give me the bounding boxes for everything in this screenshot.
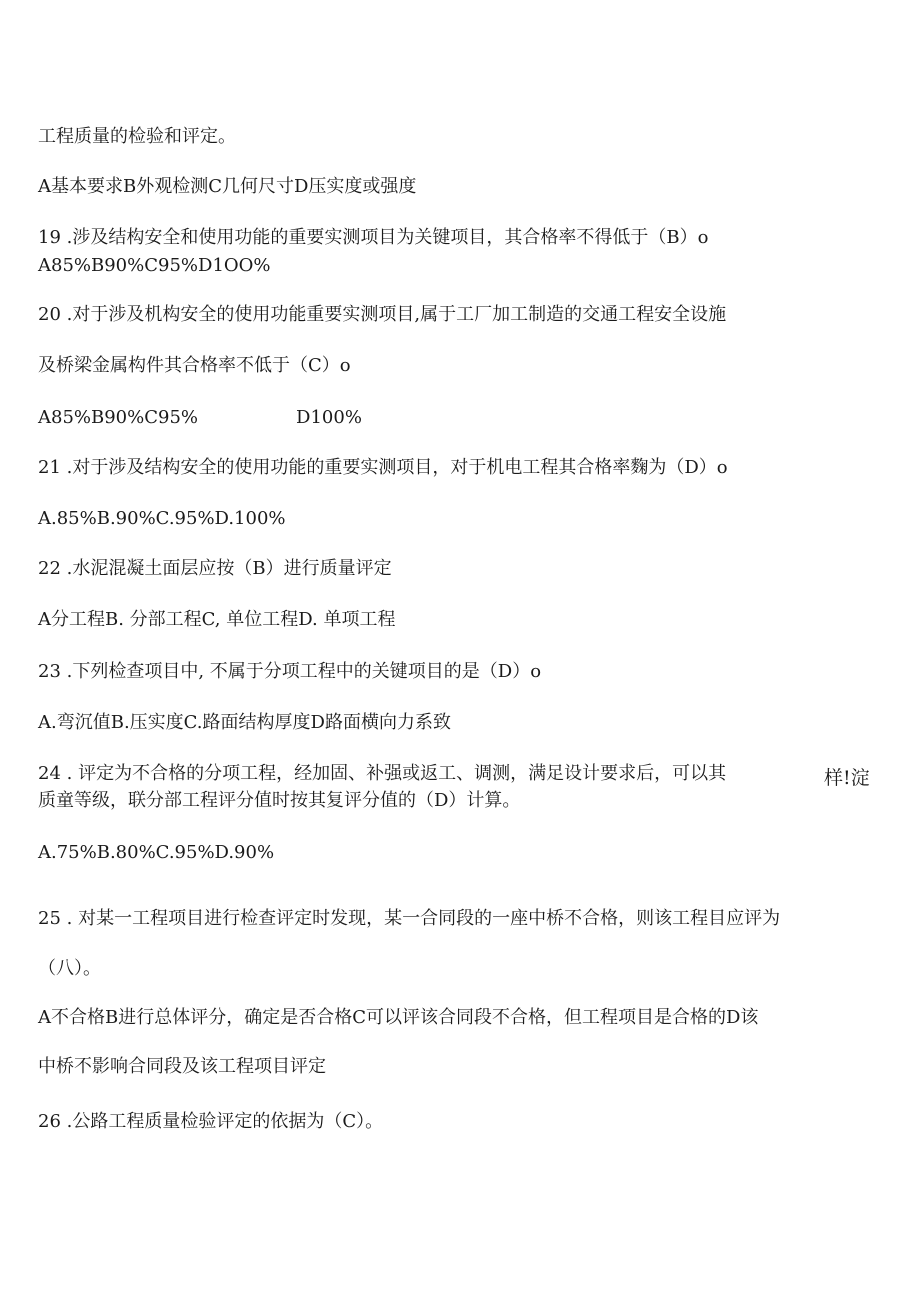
q23-question: 23 .下列检查项目中, 不属于分项工程中的关键项目的是（D）o [38,661,542,682]
q22-question: 22 .水泥混凝土面层应按（B）进行质量评定 [38,558,392,579]
q20-options-abc: A85%B90%C95% [38,407,199,428]
q25-options: A不合格B进行总体评分，确定是否合格C可以评该合同段不合格，但工程项目是合格的D该 [38,1007,759,1028]
q25-question: 25 . 对某一工程项目进行检查评定时发现，某一合同段的一座中桥不合格，则该工程目应评为 [38,908,781,929]
q24-question-cont: 质童等级，联分部工程评分值时按其复评分值的（D）计算。 [38,790,521,811]
q25-options-cont: 中桥不影响合同段及该工程项目评定 [38,1056,326,1077]
margin-note: 样!淀 [824,767,870,789]
q21-options: A.85%B.90%C.95%D.100% [38,508,286,529]
q19-question: 19 .涉及结构安全和使用功能的重要实测项目为关键项目，其合格率不得低于（B）o [38,227,709,248]
q26-question: 26 .公路工程质量检验评定的依据为（C）。 [38,1111,384,1132]
q24-options: A.75%B.80%C.95%D.90% [38,842,275,863]
q25-question-cont: （八）。 [38,958,101,979]
q20-options [38,406,362,430]
q23-options: A.弯沉值B.压实度C.路面结构厚度D路面横向力系致 [38,712,451,733]
text-line-1: 工程质量的检验和评定。 [38,126,236,147]
q20-question: 20 .对于涉及机构安全的使用功能重要实测项目,属于工厂加工制造的交通工程安全设施 [38,304,727,325]
q18-options: A基本要求B外观检测C几何尺寸D压实度或强度 [38,176,417,197]
q19-options: A85%B90%C95%D1OO% [38,255,271,276]
q20-options-d: D100% [296,407,362,428]
q20-question-cont: 及桥梁金属构件其合格率不低于（C）o [38,355,351,376]
q22-options: A分工程B. 分部工程C, 单位工程D. 单项工程 [38,609,396,630]
q24-question: 24 . 评定为不合格的分项工程，经加固、补强或返工、调测，满足设计要求后，可以其 [38,763,727,784]
q21-question: 21 .对于涉及结构安全的使用功能的重要实测项目，对于机电工程其合格率麴为（D）o [38,457,728,478]
